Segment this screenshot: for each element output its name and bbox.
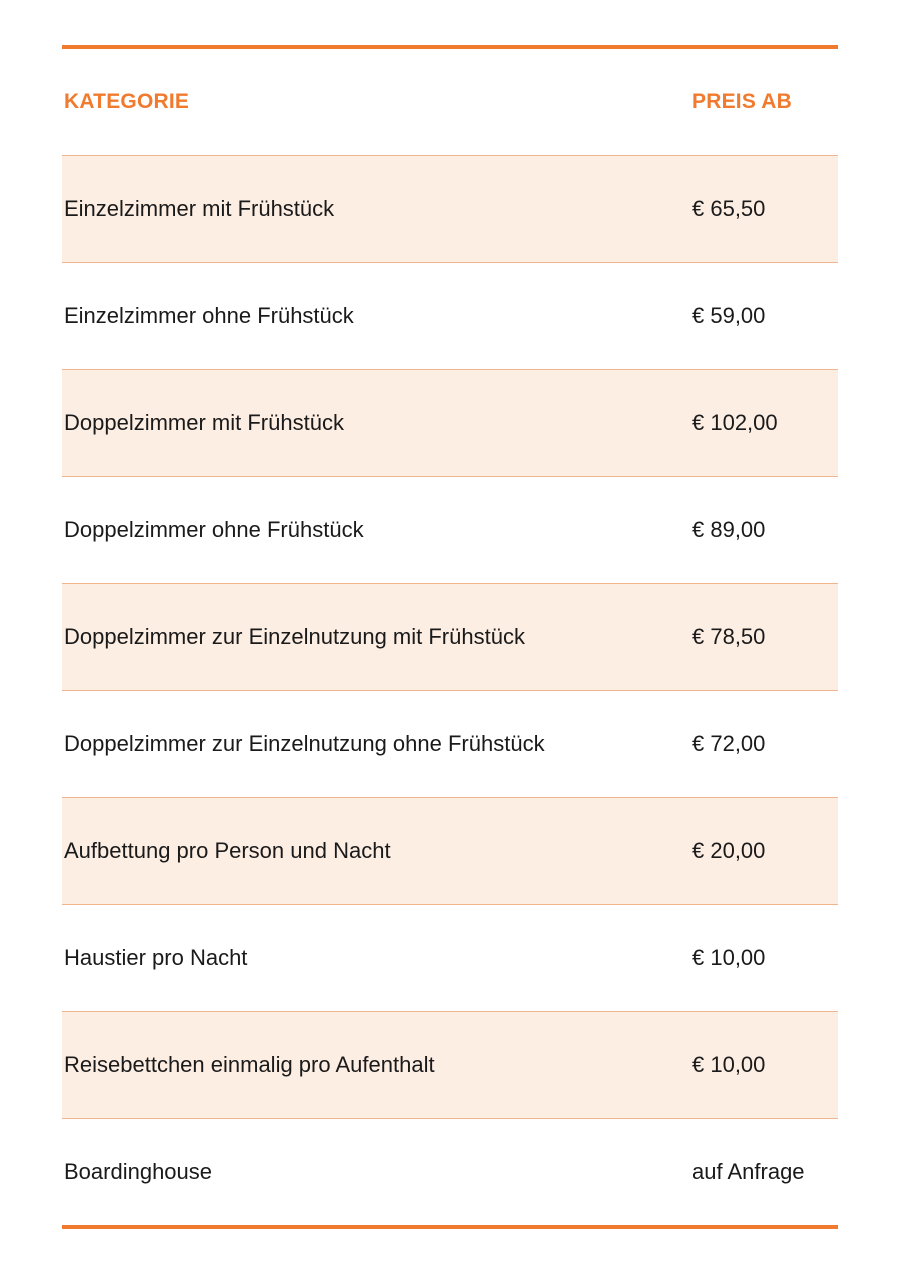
row-category: Boardinghouse [64,1159,213,1184]
row-category: Einzelzimmer mit Frühstück [64,196,335,221]
row-category: Haustier pro Nacht [64,945,248,970]
table-row [62,1119,838,1225]
table-row [62,691,838,798]
row-price: € 72,00 [692,731,766,756]
table-row [62,156,838,263]
table-row [62,477,838,584]
row-price: auf Anfrage [692,1159,805,1184]
column-header-price: PREIS AB [692,90,793,113]
row-category: Reisebettchen einmalig pro Aufenthalt [64,1052,435,1077]
table-row [62,370,838,477]
row-price: € 20,00 [692,838,766,863]
table-row [62,905,838,1012]
row-category: Doppelzimmer zur Einzelnutzung ohne Frühstück [64,731,545,756]
price-table [62,45,838,1229]
row-price: € 78,50 [692,624,766,649]
row-price: € 89,00 [692,517,766,542]
table-row [62,798,838,905]
row-category: Doppelzimmer zur Einzelnutzung mit Frühstück [64,624,525,649]
table-row [62,263,838,370]
row-category: Doppelzimmer mit Frühstück [64,410,344,435]
row-price: € 10,00 [692,945,766,970]
row-category: Aufbettung pro Person und Nacht [64,838,391,863]
row-price: € 59,00 [692,303,766,328]
row-price: € 10,00 [692,1052,766,1077]
row-category: Einzelzimmer ohne Frühstück [64,303,354,328]
row-price: € 65,50 [692,196,766,221]
table-row [62,1012,838,1119]
column-header-category: KATEGORIE [64,90,190,113]
row-price: € 102,00 [692,410,778,435]
table-header [62,49,838,156]
row-category: Doppelzimmer ohne Frühstück [64,517,364,542]
table-row [62,584,838,691]
